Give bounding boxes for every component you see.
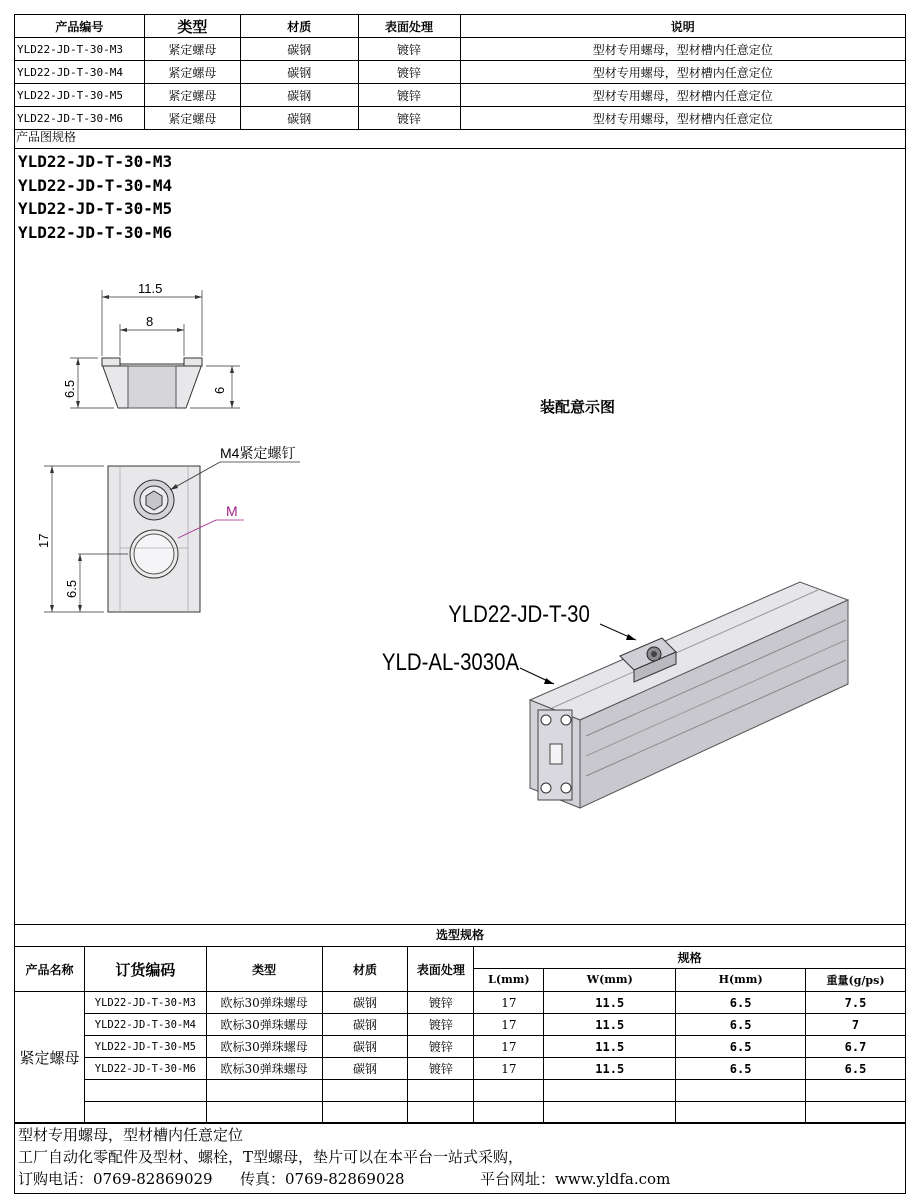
- cell-surface: 镀锌: [408, 1036, 474, 1058]
- cell-material: 碳钢: [322, 1058, 408, 1080]
- cell-code: YLD22-JD-T-30-M3: [15, 38, 145, 61]
- cell-H: 6.5: [676, 992, 806, 1014]
- cell-type: 欧标30弹珠螺母: [206, 992, 322, 1014]
- cell-surface: 镀锌: [408, 992, 474, 1014]
- order-phone: 订购电话：0769-82869029: [18, 1170, 213, 1188]
- assembly-title: 装配意示图: [540, 398, 616, 416]
- cell-material: 碳钢: [240, 61, 358, 84]
- table-row: [15, 1036, 906, 1058]
- cell-L: 17: [474, 1014, 544, 1036]
- cell-code: YLD22-JD-T-30-M5: [15, 84, 145, 107]
- table-row: [15, 1058, 906, 1080]
- fax: 传真：0769-82869028: [240, 1170, 405, 1188]
- dim-length: 17: [36, 533, 51, 548]
- product-name-cell: 紧定螺母: [15, 992, 85, 1124]
- cell-W: 11.5: [544, 1058, 676, 1080]
- selection-title: 选型规格: [435, 928, 484, 942]
- cell-material: 碳钢: [322, 1014, 408, 1036]
- cell-L: 17: [474, 1058, 544, 1080]
- header-H: H(mm): [676, 968, 806, 991]
- cell-code: YLD22-JD-T-30-M4: [15, 61, 145, 84]
- cell-H: 6.5: [676, 1014, 806, 1036]
- model-item: YLD22-JD-T-30-M6: [18, 222, 173, 242]
- cell-surface: 镀锌: [358, 38, 460, 61]
- cell-description: 型材专用螺母，型材槽内任意定位: [460, 38, 906, 61]
- product-table-header: [15, 15, 906, 38]
- cell-material: 碳钢: [322, 1036, 408, 1058]
- cell-surface: 镀锌: [358, 61, 460, 84]
- dim-right-height: 6: [212, 386, 227, 394]
- cell-code: YLD22-JD-T-30-M5: [84, 1036, 206, 1058]
- table-row: [15, 38, 906, 61]
- cell-type: 欧标30弹珠螺母: [206, 1058, 322, 1080]
- model-item: YLD22-JD-T-30-M5: [18, 199, 173, 218]
- section-label: 产品图规格: [16, 130, 77, 144]
- header-code: 产品编号: [15, 15, 145, 38]
- cell-surface: 镀锌: [408, 1058, 474, 1080]
- divider: [14, 1122, 906, 1123]
- footer-line2: 工厂自动化零配件及型材、螺栓，T型螺母，垫片可以在本平台一站式采购，: [18, 1148, 524, 1166]
- header-material: 材质: [322, 947, 408, 992]
- dim-slot-width: 8: [146, 314, 154, 329]
- model-item: YLD22-JD-T-30-M3: [18, 152, 173, 171]
- dim-left-height: 6.5: [62, 379, 77, 398]
- cell-W: 11.5: [544, 992, 676, 1014]
- cell-type: 紧定螺母: [144, 107, 240, 130]
- cell-weight: 7.5: [806, 992, 906, 1014]
- table-row: [15, 107, 906, 130]
- cell-material: 碳钢: [240, 38, 358, 61]
- thread-label: M: [226, 503, 238, 519]
- cell-type: 紧定螺母: [144, 61, 240, 84]
- plan-view: [44, 462, 300, 612]
- header-type: 类型: [206, 947, 322, 992]
- empty-row: [15, 1080, 906, 1102]
- cell-type: 欧标30弹珠螺母: [206, 1036, 322, 1058]
- cell-type: 欧标30弹珠螺母: [206, 1014, 322, 1036]
- cell-weight: 6.5: [806, 1058, 906, 1080]
- footer-contact: [18, 1168, 670, 1190]
- cell-material: 碳钢: [240, 84, 358, 107]
- dim-top-width: 11.5: [138, 281, 163, 296]
- cell-material: 碳钢: [240, 107, 358, 130]
- header-W: W(mm): [544, 968, 676, 991]
- product-table: [14, 14, 906, 130]
- cell-code: YLD22-JD-T-30-M6: [84, 1058, 206, 1080]
- header-order-code: 订货编码: [84, 947, 206, 992]
- header-product-name: 产品名称: [15, 947, 85, 992]
- header-L: L(mm): [474, 968, 544, 991]
- nut-label: YLD22-JD-T-30: [448, 600, 590, 628]
- dim-hole-offset: 6.5: [64, 579, 79, 598]
- cell-type: 紧定螺母: [144, 38, 240, 61]
- header-material: 材质: [240, 15, 358, 38]
- cell-surface: 镀锌: [358, 107, 460, 130]
- header-weight: 重量(g/ps): [806, 968, 906, 991]
- cell-code: YLD22-JD-T-30-M6: [15, 107, 145, 130]
- model-list: [18, 150, 172, 244]
- header-spec: 规格: [474, 947, 906, 969]
- cell-code: YLD22-JD-T-30-M3: [84, 992, 206, 1014]
- cell-material: 碳钢: [322, 992, 408, 1014]
- table-row: [15, 992, 906, 1014]
- selection-table: [14, 946, 906, 1124]
- cell-code: YLD22-JD-T-30-M4: [84, 1014, 206, 1036]
- cell-type: 紧定螺母: [144, 84, 240, 107]
- header-description: 说明: [460, 15, 906, 38]
- header-surface: 表面处理: [408, 947, 474, 992]
- cell-weight: 6.7: [806, 1036, 906, 1058]
- model-item: YLD22-JD-T-30-M4: [18, 175, 173, 195]
- technical-drawing: [30, 270, 330, 630]
- table-row: [15, 61, 906, 84]
- cell-W: 11.5: [544, 1014, 676, 1036]
- cell-L: 17: [474, 1036, 544, 1058]
- profile-label: YLD-AL-3030A: [381, 648, 520, 676]
- cell-description: 型材专用螺母，型材槽内任意定位: [460, 84, 906, 107]
- header-surface: 表面处理: [358, 15, 460, 38]
- cell-description: 型材专用螺母，型材槽内任意定位: [460, 61, 906, 84]
- cell-H: 6.5: [676, 1036, 806, 1058]
- cell-weight: 7: [806, 1014, 906, 1036]
- assembly-illustration: [370, 560, 870, 840]
- cell-description: 型材专用螺母，型材槽内任意定位: [460, 107, 906, 130]
- cell-W: 11.5: [544, 1036, 676, 1058]
- divider: [14, 148, 906, 149]
- cell-surface: 镀锌: [408, 1014, 474, 1036]
- table-row: [15, 1014, 906, 1036]
- footer-line1: 型材专用螺母，型材槽内任意定位: [18, 1126, 244, 1144]
- header-type: 类型: [144, 15, 240, 38]
- screw-label: M4紧定螺钉: [220, 445, 296, 461]
- website: 平台网址：www.yldfa.com: [480, 1170, 671, 1188]
- table-row: [15, 84, 906, 107]
- cell-H: 6.5: [676, 1058, 806, 1080]
- empty-row: [15, 1102, 906, 1124]
- footer: [18, 1124, 670, 1190]
- cell-L: 17: [474, 992, 544, 1014]
- cell-surface: 镀锌: [358, 84, 460, 107]
